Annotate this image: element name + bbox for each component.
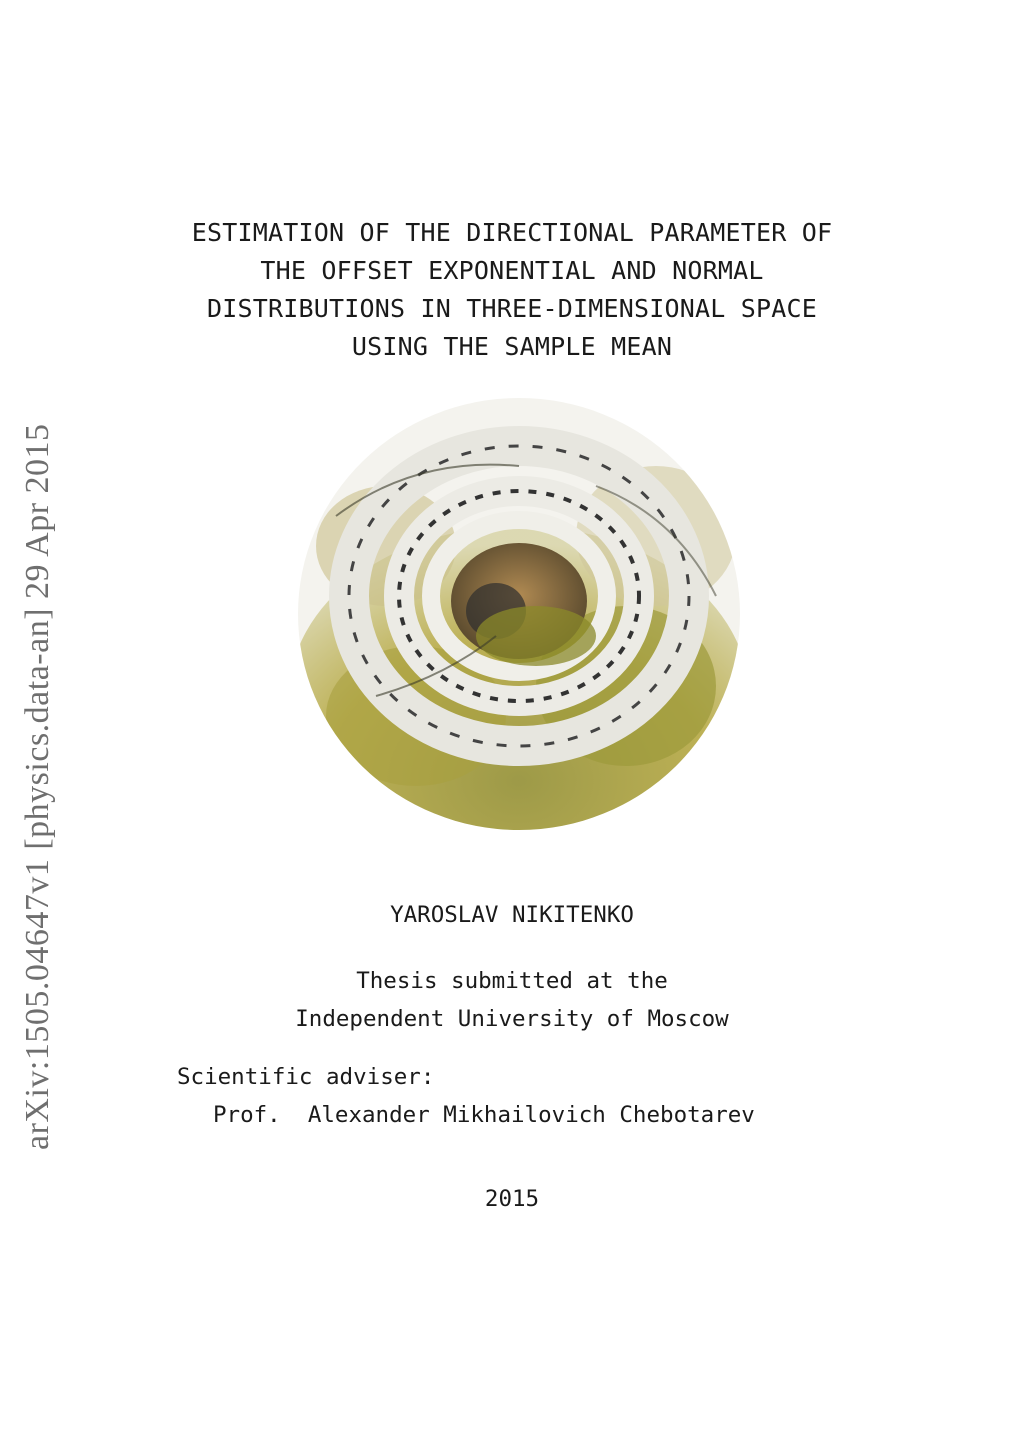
adviser-name: Prof. Alexander Mikhailovich Chebotarev	[213, 1102, 755, 1128]
spherical-panorama-image	[296, 396, 742, 832]
title-line-2: THE OFFSET EXPONENTIAL AND NORMAL	[260, 256, 764, 285]
title-line-3: DISTRIBUTIONS IN THREE-DIMENSIONAL SPACE	[206, 294, 818, 323]
thesis-statement	[0, 962, 1024, 1038]
author-name: YAROSLAV NIKITENKO	[390, 902, 634, 928]
thesis-line-1: Thesis submitted at the	[356, 968, 668, 994]
title-line-4: USING THE SAMPLE MEAN	[351, 332, 673, 361]
thesis-title	[140, 214, 884, 366]
thesis-line-2: Independent University of Moscow	[295, 1006, 729, 1032]
thesis-year: 2015	[484, 1186, 540, 1212]
adviser-label: Scientific adviser:	[177, 1064, 435, 1090]
title-line-1: ESTIMATION OF THE DIRECTIONAL PARAMETER OF	[191, 218, 833, 247]
arxiv-identifier: arXiv:1505.04647v1 [physics.data-an] 29 Apr 2015	[19, 423, 56, 1150]
